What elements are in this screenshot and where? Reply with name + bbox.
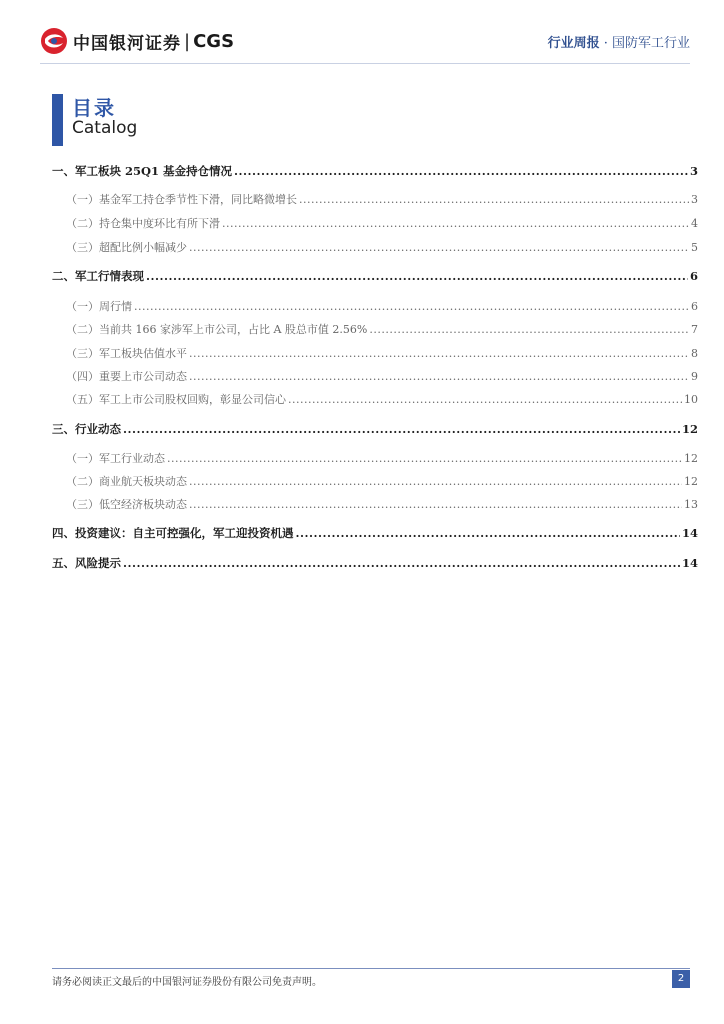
toc-page-number: 5 xyxy=(691,241,698,254)
toc-entry[interactable]: （四） 重要上市公司动态 ..... 9 xyxy=(52,368,698,388)
company-logo xyxy=(40,27,234,55)
report-category xyxy=(548,32,690,51)
industry-name: 国防军工行业 xyxy=(611,36,690,51)
logo-chinese-name: 中国银河证券 xyxy=(73,33,181,54)
toc-page-number: 14 xyxy=(681,556,698,570)
report-type: 行业周报 xyxy=(547,36,600,51)
toc-page-number: 9 xyxy=(691,370,698,383)
page-number: 2 xyxy=(672,970,690,988)
toc-entry[interactable]: （三） 超配比例小幅减少 ..... 5 xyxy=(52,239,698,259)
toc-page-number: 12 xyxy=(684,452,698,465)
toc-entry[interactable]: （一） 周行情 ..... 6 xyxy=(52,298,698,318)
toc-page-number: 13 xyxy=(684,498,698,511)
toc-entry[interactable]: （一） 基金军工持仓季节性下滑，同比略微增长 ..... 3 xyxy=(52,191,698,211)
footer-divider xyxy=(52,968,690,969)
toc-entry[interactable]: 三、 行业动态 ..... 12 xyxy=(52,421,698,441)
footer-disclaimer: 请务必阅读正文最后的中国银河证券股份有限公司免责声明。 xyxy=(52,977,322,988)
toc-page-number: 3 xyxy=(691,193,698,206)
toc-entry[interactable]: 二、 军工行情表现 ..... 6 xyxy=(52,268,698,288)
toc-title-en: Catalog xyxy=(72,118,138,138)
toc-entry[interactable]: （五） 军工上市公司股权回购，彰显公司信心 ..... 10 xyxy=(52,391,698,411)
toc-page-number: 14 xyxy=(681,526,698,540)
toc-page-number: 4 xyxy=(691,217,698,230)
cgs-logo-icon xyxy=(40,27,68,55)
logo-english-name: CGS xyxy=(193,30,235,52)
title-accent-bar xyxy=(52,94,63,146)
toc-entry[interactable]: （二） 当前共 166 家涉军上市公司，占比 A 股总市值 2.56% ..... 7 xyxy=(52,321,698,341)
toc-entry[interactable]: 四、 投资建议：自主可控强化，军工迎投资机遇 ..... 14 xyxy=(52,525,698,545)
toc-entry[interactable]: （一） 军工行业动态 ..... 12 xyxy=(52,450,698,470)
toc-page-number: 7 xyxy=(691,323,698,336)
toc-page-number: 10 xyxy=(684,393,698,406)
toc-entry[interactable]: （三） 低空经济板块动态 ..... 13 xyxy=(52,496,698,516)
toc-page-number: 3 xyxy=(689,164,698,178)
toc-page-number: 12 xyxy=(681,422,698,436)
toc-entry[interactable]: 一、 军工板块 25Q1 基金持仓情况 ..... 3 xyxy=(52,163,698,183)
header-divider xyxy=(40,63,690,64)
toc-page-number: 6 xyxy=(691,300,698,313)
toc-entry[interactable]: （二） 商业航天板块动态 ..... 12 xyxy=(52,473,698,493)
toc-entry[interactable]: 五、 风险提示 ..... 14 xyxy=(52,555,698,575)
toc-page-number: 8 xyxy=(691,347,698,360)
logo-separator: | xyxy=(184,30,191,52)
toc-page-number: 12 xyxy=(684,475,698,488)
toc-title-cn: 目录 xyxy=(72,96,116,120)
toc-page-number: 6 xyxy=(689,269,698,283)
page-header xyxy=(0,0,724,78)
toc-entry[interactable]: （三） 军工板块估值水平 ..... 8 xyxy=(52,345,698,365)
header-separator: · xyxy=(599,36,612,51)
toc-entry[interactable]: （二） 持仓集中度环比有所下滑 ..... 4 xyxy=(52,215,698,235)
